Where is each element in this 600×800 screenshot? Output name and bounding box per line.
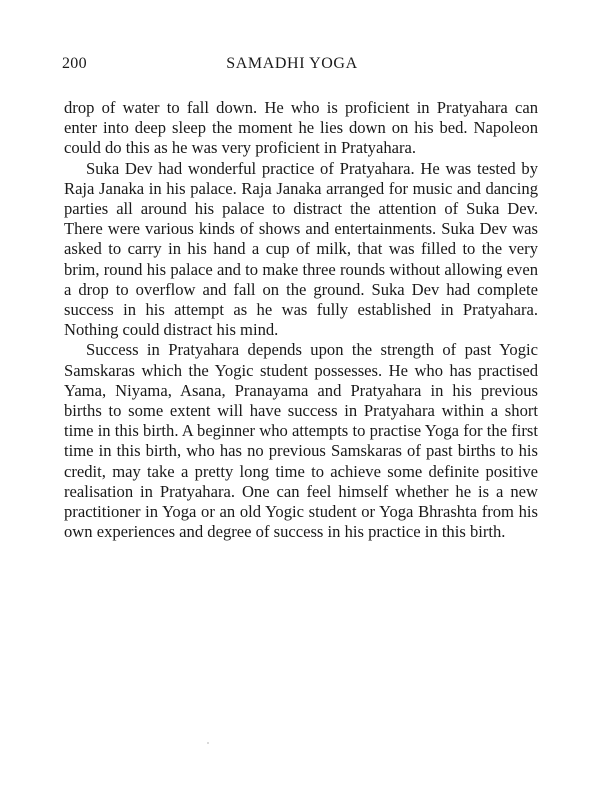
body-text — [64, 98, 538, 542]
page-header — [0, 55, 600, 79]
paragraph-continuation: drop of water to fall down. He who is proficient in Pratyahara can enter into deep sleep the moment he lies down on his bed. Napoleon could do this as he was very proficient in Pratyahara. — [64, 98, 538, 158]
page-number: 200 — [62, 55, 87, 72]
page-speck — [207, 742, 209, 744]
running-title: SAMADHI YOGA — [226, 55, 358, 72]
paragraph-success-in-pratyahara: Success in Pratyahara depends upon the strength of past Yogic Samskaras which the Yogic student possesses. He who has practised Yama, Niyama, Asana, Pranayama and Pratyahara in his previous births to some extent will have success in Pratyahara within a short time in this birth. A beginner who attempts to practise Yoga for the first time in this birth, who has no previous Samskaras of past births to his credit, may take a pretty long time to achieve some definite positive realisation in Pratyahara. One can feel himself whether he is a new practitioner in Yoga or an old Yogic student or Yoga Bhrashta from his own experiences and degree of success in his practice in this birth. — [64, 340, 538, 542]
paragraph-suka-dev: Suka Dev had wonderful practice of Pratyahara. He was tested by Raja Janaka in his palace. Raja Janaka arranged for music and dancing parties all around his palace to distract the attention of Suka Dev. There were various kinds of shows and entertainments. Suka Dev was asked to carry in his hand a cup of milk, that was filled to the very brim, round his palace and to make three rounds without allowing even a drop to overflow and fall on the ground. Suka Dev had complete success in his attempt as he was fully established in Pratyahara. Nothing could distract his mind. — [64, 158, 538, 340]
